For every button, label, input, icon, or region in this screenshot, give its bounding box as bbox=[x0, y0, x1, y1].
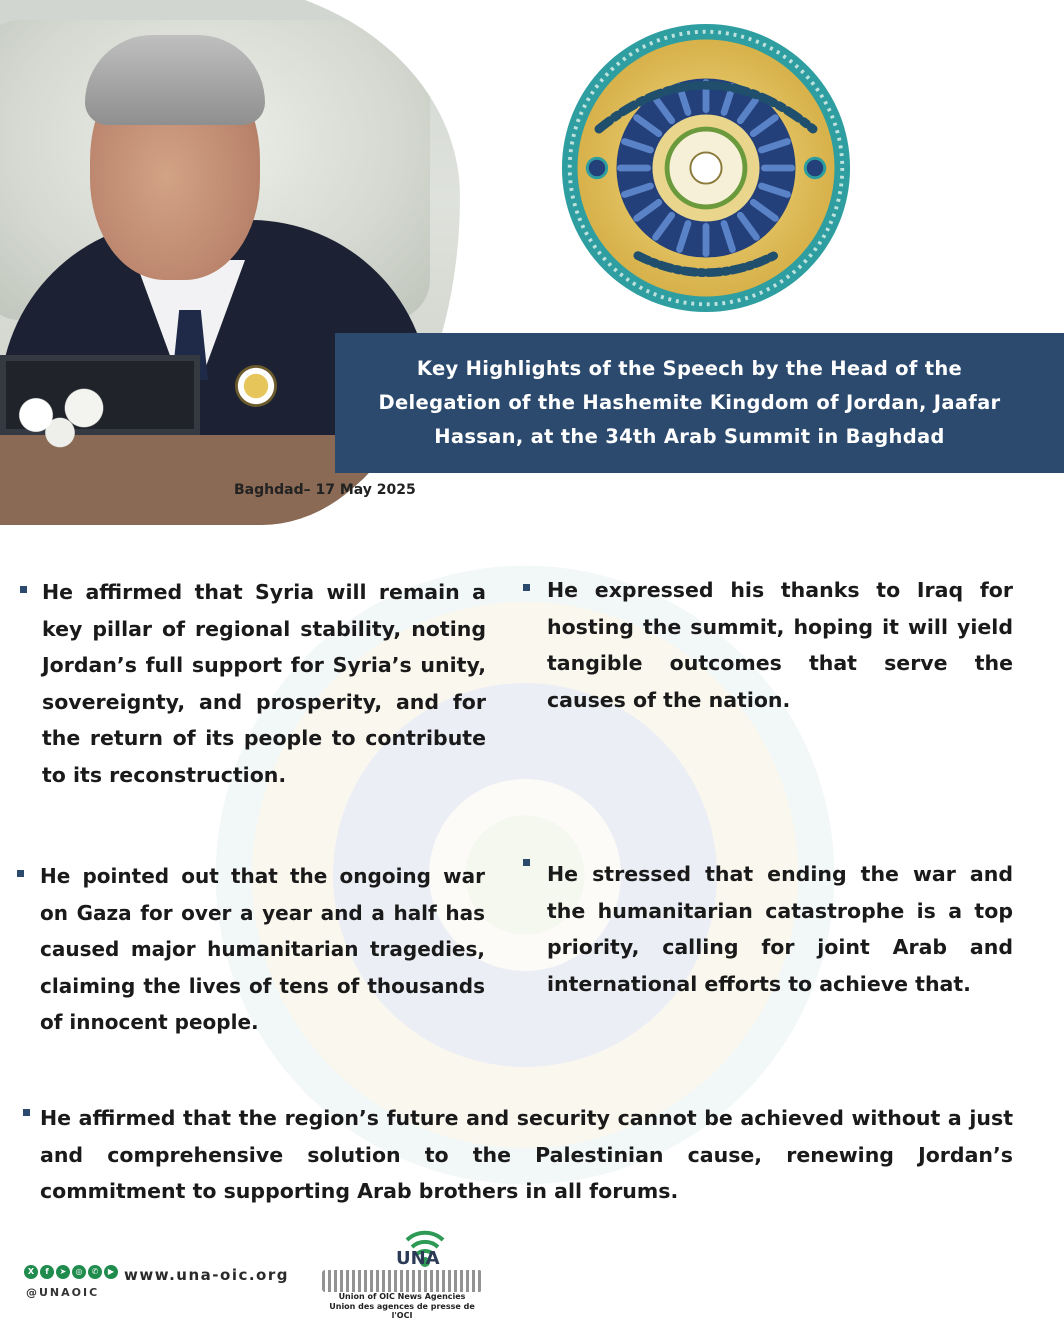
title-banner bbox=[335, 333, 1064, 473]
dateline: Baghdad– 17 May 2025 bbox=[234, 482, 416, 498]
social-icons bbox=[24, 1265, 118, 1279]
social-handle[interactable]: @UNAOIC bbox=[26, 1286, 100, 1299]
whatsapp-icon[interactable]: ✆ bbox=[88, 1265, 102, 1279]
x-icon[interactable]: X bbox=[24, 1265, 38, 1279]
highlight-end-war bbox=[547, 856, 1013, 1002]
website-link[interactable]: www.una-oic.org bbox=[124, 1266, 289, 1284]
bullet-square-icon bbox=[23, 1109, 30, 1116]
telegram-icon[interactable]: ➤ bbox=[56, 1265, 70, 1279]
highlight-text: He pointed out that the ongoing war on Gaza for over a year and a half has caused major humanitarian tragedies, claiming the lives of tens of thousands of innocent people. bbox=[40, 864, 485, 1034]
highlight-text: He affirmed that Syria will remain a key pillar of regional stability, noting Jordan’s full support for Syria’s unity, sovereignty, and prosperity, and for the return of its people to contribute to its reconstruction. bbox=[42, 580, 486, 787]
highlight-text: He expressed his thanks to Iraq for hosting the summit, hoping it will yield tangible outcomes that serve the causes of the nation. bbox=[547, 578, 1013, 712]
highlight-text: He stressed that ending the war and the humanitarian catastrophe is a top priority, calling for joint Arab and international efforts to achieve that. bbox=[547, 862, 1013, 996]
bullet-square-icon bbox=[523, 584, 530, 591]
highlight-thanks-iraq bbox=[547, 572, 1013, 718]
una-english-name: Union of OIC News Agencies bbox=[338, 1292, 466, 1301]
highlight-text: He affirmed that the region’s future and security cannot be achieved without a just and comprehensive solution to the Palestinian cause, renewing Jordan’s commitment to supporting Arab brothers in all forums. bbox=[40, 1106, 1013, 1203]
bullet-square-icon bbox=[523, 859, 530, 866]
una-french-name: Union des agences de presse de l'OCI bbox=[329, 1302, 475, 1320]
una-arabic-name bbox=[322, 1270, 482, 1292]
highlight-syria bbox=[42, 574, 486, 793]
facebook-icon[interactable]: f bbox=[40, 1265, 54, 1279]
instagram-icon[interactable]: ◎ bbox=[72, 1265, 86, 1279]
youtube-icon[interactable]: ▶ bbox=[104, 1265, 118, 1279]
una-logo bbox=[322, 1228, 482, 1328]
bullet-square-icon bbox=[17, 870, 24, 877]
bullet-square-icon bbox=[20, 586, 27, 593]
arab-summit-emblem bbox=[560, 22, 852, 314]
summit-pin bbox=[235, 365, 277, 407]
una-wordmark: UNA bbox=[396, 1248, 440, 1269]
highlight-palestinian-cause bbox=[40, 1100, 1013, 1210]
page-title: Key Highlights of the Speech by the Head of the Delegation of the Hashemite Kingdom of Jordan, Jaafar Hassan, at the 34th Arab Summit in Baghdad bbox=[378, 357, 1001, 448]
highlight-gaza-war bbox=[40, 858, 485, 1041]
